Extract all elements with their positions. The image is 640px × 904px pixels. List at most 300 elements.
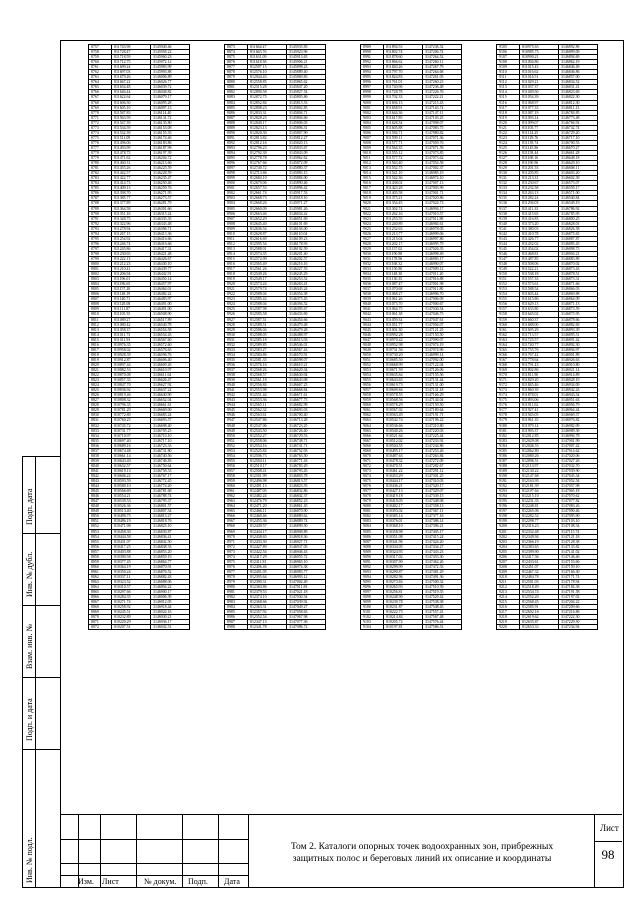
y-coordinate-cell: 3146832.86 bbox=[287, 489, 326, 494]
x-coordinate-cell: 812368.66 bbox=[248, 600, 287, 605]
y-coordinate-cell: 3146648.18 bbox=[559, 156, 598, 161]
y-coordinate-cell: 3147141.02 bbox=[559, 549, 598, 554]
y-coordinate-cell: 3147415.24 bbox=[423, 534, 462, 539]
point-number-cell: 9078 bbox=[361, 494, 384, 499]
point-number-cell: 9112 bbox=[497, 80, 520, 85]
y-coordinate-cell: 3147046.75 bbox=[423, 312, 462, 317]
y-coordinate-cell: 3146513.03 bbox=[287, 337, 326, 342]
y-coordinate-cell: 3147396.21 bbox=[423, 524, 462, 529]
point-number-cell: 9145 bbox=[497, 246, 520, 251]
point-number-cell: 8767 bbox=[89, 95, 112, 100]
point-number-cell: 8984 bbox=[225, 605, 248, 610]
point-number-cell: 9176 bbox=[497, 403, 520, 408]
x-coordinate-cell: 812506.73 bbox=[248, 453, 287, 458]
point-number-cell: 8914 bbox=[225, 251, 248, 256]
point-number-cell: 8950 bbox=[225, 433, 248, 438]
point-number-cell: 9095 bbox=[361, 579, 384, 584]
y-coordinate-cell: 3146573.07 bbox=[559, 181, 598, 186]
point-number-cell: 8891 bbox=[225, 135, 248, 140]
x-coordinate-cell: 810222.75 bbox=[384, 610, 423, 615]
x-coordinate-cell: 810566.69 bbox=[112, 489, 151, 494]
x-coordinate-cell: 812130.22 bbox=[520, 468, 559, 473]
y-coordinate-cell: 3146943.54 bbox=[559, 393, 598, 398]
point-number-cell: 8972 bbox=[225, 544, 248, 549]
x-coordinate-cell: 811860.39 bbox=[520, 388, 559, 393]
y-coordinate-cell: 3146109.23 bbox=[287, 236, 326, 241]
point-number-cell: 9163 bbox=[497, 337, 520, 342]
point-number-cell: 8804 bbox=[89, 282, 112, 287]
point-number-cell: 8938 bbox=[225, 373, 248, 378]
document-title-line-1: Том 2. Каталоги опорных точек водоохранных зон, прибрежных bbox=[290, 841, 554, 852]
x-coordinate-cell: 811213.31 bbox=[520, 176, 559, 181]
x-coordinate-cell: 812585.42 bbox=[248, 297, 287, 302]
y-coordinate-cell: 3147131.00 bbox=[423, 383, 462, 388]
point-number-cell: 8951 bbox=[225, 438, 248, 443]
point-number-cell: 8833 bbox=[89, 428, 112, 433]
x-coordinate-cell: 812588.04 bbox=[248, 302, 287, 307]
point-number-cell: 9050 bbox=[361, 352, 384, 357]
y-coordinate-cell: 3147095.90 bbox=[559, 514, 598, 519]
x-coordinate-cell: 812460.46 bbox=[248, 514, 287, 519]
point-number-cell: 8952 bbox=[225, 443, 248, 448]
point-number-cell: 9062 bbox=[361, 413, 384, 418]
x-coordinate-cell: 811377.89 bbox=[112, 201, 151, 206]
point-number-cell: 8770 bbox=[89, 110, 112, 115]
x-coordinate-cell: 811603.44 bbox=[520, 292, 559, 297]
y-coordinate-cell: 3146766.92 bbox=[559, 120, 598, 125]
header-doc-number: № докум. bbox=[144, 877, 177, 886]
point-number-cell: 9169 bbox=[497, 368, 520, 373]
y-coordinate-cell: 3147002.49 bbox=[287, 579, 326, 584]
y-coordinate-cell: 3146994.17 bbox=[423, 206, 462, 211]
point-number-cell: 9159 bbox=[497, 317, 520, 322]
x-coordinate-cell: 810643.65 bbox=[384, 378, 423, 383]
y-coordinate-cell: 3146375.45 bbox=[287, 297, 326, 302]
y-coordinate-cell: 3146888.06 bbox=[151, 579, 190, 584]
point-number-cell: 9110 bbox=[497, 70, 520, 75]
point-number-cell: 9198 bbox=[497, 514, 520, 519]
point-number-cell: 8974 bbox=[225, 554, 248, 559]
x-coordinate-cell: 812449.57 bbox=[248, 524, 287, 529]
point-number-cell: 8812 bbox=[89, 322, 112, 327]
point-number-cell: 9037 bbox=[361, 287, 384, 292]
x-coordinate-cell: 812553.36 bbox=[248, 398, 287, 403]
point-number-cell: 8763 bbox=[89, 75, 112, 80]
x-coordinate-cell: 812588.04 bbox=[248, 292, 287, 297]
x-coordinate-cell: 810239.78 bbox=[384, 600, 423, 605]
x-coordinate-cell: 810674.48 bbox=[112, 448, 151, 453]
point-number-cell: 8782 bbox=[89, 171, 112, 176]
x-coordinate-cell: 812181.39 bbox=[520, 484, 559, 489]
y-coordinate-cell: 3146876.52 bbox=[151, 569, 190, 574]
x-coordinate-cell: 810364.19 bbox=[112, 564, 151, 569]
y-coordinate-cell: 3146426.67 bbox=[151, 256, 190, 261]
point-number-cell: 9040 bbox=[361, 302, 384, 307]
x-coordinate-cell: 811487.85 bbox=[520, 256, 559, 261]
y-coordinate-cell: 3146852.23 bbox=[287, 499, 326, 504]
y-coordinate-cell: 3146985.19 bbox=[423, 171, 462, 176]
x-coordinate-cell: 812823.13 bbox=[248, 125, 287, 130]
point-number-cell: 9142 bbox=[497, 231, 520, 236]
x-coordinate-cell: 812595.54 bbox=[248, 241, 287, 246]
y-coordinate-cell: 3147074.19 bbox=[423, 342, 462, 347]
y-coordinate-cell: 3147244.86 bbox=[423, 443, 462, 448]
y-coordinate-cell: 3145804.71 bbox=[287, 110, 326, 115]
y-coordinate-cell: 3147166.30 bbox=[559, 569, 598, 574]
x-coordinate-cell: 810205.72 bbox=[384, 620, 423, 625]
x-coordinate-cell: 810671.59 bbox=[384, 368, 423, 373]
x-coordinate-cell: 812515.28 bbox=[248, 85, 287, 90]
point-number-cell: 9016 bbox=[361, 181, 384, 186]
point-number-cell: 9175 bbox=[497, 398, 520, 403]
x-coordinate-cell: 811422.77 bbox=[112, 176, 151, 181]
y-coordinate-cell: 3146801.57 bbox=[151, 504, 190, 509]
y-coordinate-cell: 3147030.54 bbox=[287, 595, 326, 600]
point-number-cell: 8769 bbox=[89, 105, 112, 110]
x-coordinate-cell: 810402.17 bbox=[384, 504, 423, 509]
x-coordinate-cell: 811438.02 bbox=[384, 181, 423, 186]
y-coordinate-cell: 3146800.25 bbox=[559, 216, 598, 221]
x-coordinate-cell: 812471.20 bbox=[248, 504, 287, 509]
x-coordinate-cell: 811222.13 bbox=[112, 256, 151, 261]
y-coordinate-cell: 3146416.66 bbox=[151, 236, 190, 241]
y-coordinate-cell: 3146995.79 bbox=[423, 241, 462, 246]
x-coordinate-cell: 812096.51 bbox=[520, 458, 559, 463]
y-coordinate-cell: 3146924.16 bbox=[151, 610, 190, 615]
x-coordinate-cell: 811697.03 bbox=[112, 70, 151, 75]
x-coordinate-cell: 810542.74 bbox=[384, 418, 423, 423]
point-number-cell: 8784 bbox=[89, 181, 112, 186]
point-number-cell: 8864 bbox=[89, 585, 112, 590]
y-coordinate-cell: 3146131.72 bbox=[151, 115, 190, 120]
y-coordinate-cell: 3147071.59 bbox=[423, 145, 462, 150]
point-number-cell: 8933 bbox=[225, 347, 248, 352]
y-coordinate-cell: 3146039.72 bbox=[151, 85, 190, 90]
y-coordinate-cell: 3146894.97 bbox=[559, 347, 598, 352]
x-coordinate-cell: 812451.07 bbox=[520, 564, 559, 569]
x-coordinate-cell: 812484.78 bbox=[520, 574, 559, 579]
y-coordinate-cell: 3145827.54 bbox=[287, 90, 326, 95]
y-coordinate-cell: 3146763.50 bbox=[287, 453, 326, 458]
point-number-cell: 8962 bbox=[225, 494, 248, 499]
coordinate-table-4 bbox=[496, 44, 598, 630]
y-coordinate-cell: 3146901.89 bbox=[559, 352, 598, 357]
point-number-cell: 9192 bbox=[497, 484, 520, 489]
x-coordinate-cell: 810256.81 bbox=[384, 590, 423, 595]
point-number-cell: 8881 bbox=[225, 85, 248, 90]
y-coordinate-cell: 3146900.17 bbox=[151, 590, 190, 595]
y-coordinate-cell: 3146095.28 bbox=[151, 100, 190, 105]
x-coordinate-cell: 812628.87 bbox=[248, 231, 287, 236]
point-number-cell: 8892 bbox=[225, 140, 248, 145]
y-coordinate-cell: 3145940.46 bbox=[151, 45, 190, 50]
point-number-cell: 8802 bbox=[89, 272, 112, 277]
coordinate-catalogue bbox=[88, 44, 616, 760]
x-coordinate-cell: 810376.01 bbox=[384, 519, 423, 524]
x-coordinate-cell: 810697.40 bbox=[112, 438, 151, 443]
y-coordinate-cell: 3146354.38 bbox=[287, 292, 326, 297]
x-coordinate-cell: 812587.51 bbox=[248, 317, 287, 322]
point-number-cell: 8791 bbox=[89, 216, 112, 221]
x-coordinate-cell: 812657.53 bbox=[248, 186, 287, 191]
point-number-cell: 8871 bbox=[89, 620, 112, 625]
y-coordinate-cell: 3147071.36 bbox=[423, 135, 462, 140]
y-coordinate-cell: 3146174.46 bbox=[151, 135, 190, 140]
y-coordinate-cell: 3147133.82 bbox=[559, 544, 598, 549]
x-coordinate-cell: 810731.56 bbox=[384, 347, 423, 352]
y-coordinate-cell: 3146758.53 bbox=[151, 468, 190, 473]
y-coordinate-cell: 3146301.66 bbox=[151, 206, 190, 211]
point-number-cell: 8825 bbox=[89, 388, 112, 393]
x-coordinate-cell: 811089.27 bbox=[112, 317, 151, 322]
y-coordinate-cell: 3146978.05 bbox=[423, 226, 462, 231]
x-coordinate-cell: 812501.99 bbox=[248, 473, 287, 478]
y-coordinate-cell: 3147011.80 bbox=[423, 287, 462, 292]
y-coordinate-cell: 3147002.37 bbox=[423, 166, 462, 171]
point-number-cell: 8982 bbox=[225, 595, 248, 600]
x-coordinate-cell: 811712.75 bbox=[112, 60, 151, 65]
x-coordinate-cell: 811011.93 bbox=[112, 337, 151, 342]
point-number-cell: 9218 bbox=[497, 615, 520, 620]
point-number-cell: 9044 bbox=[361, 322, 384, 327]
x-coordinate-cell: 811130.35 bbox=[384, 277, 423, 282]
y-coordinate-cell: 3147010.57 bbox=[423, 211, 462, 216]
point-number-cell: 8928 bbox=[225, 322, 248, 327]
y-coordinate-cell: 3146470.48 bbox=[287, 322, 326, 327]
y-coordinate-cell: 3147226.76 bbox=[423, 90, 462, 95]
y-coordinate-cell: 3147103.10 bbox=[559, 519, 598, 524]
point-number-cell: 8781 bbox=[89, 166, 112, 171]
point-number-cell: 9213 bbox=[497, 590, 520, 595]
point-number-cell: 9170 bbox=[497, 373, 520, 378]
x-coordinate-cell: 811468.81 bbox=[520, 251, 559, 256]
y-coordinate-cell: 3146871.13 bbox=[559, 302, 598, 307]
x-coordinate-cell: 811791.43 bbox=[520, 362, 559, 367]
point-number-cell: 8848 bbox=[89, 504, 112, 509]
y-coordinate-cell: 3145812.27 bbox=[287, 135, 326, 140]
x-coordinate-cell: 812411.81 bbox=[248, 559, 287, 564]
point-number-cell: 8902 bbox=[225, 191, 248, 196]
y-coordinate-cell: 3147236.32 bbox=[423, 45, 462, 50]
x-coordinate-cell: 810245.51 bbox=[112, 610, 151, 615]
y-coordinate-cell: 3147039.90 bbox=[559, 468, 598, 473]
x-coordinate-cell: 811584.71 bbox=[384, 130, 423, 135]
point-number-cell: 8966 bbox=[225, 514, 248, 519]
x-coordinate-cell: 810578.55 bbox=[384, 393, 423, 398]
x-coordinate-cell: 810248.90 bbox=[384, 595, 423, 600]
point-number-cell: 9018 bbox=[361, 191, 384, 196]
x-coordinate-cell: 812813.82 bbox=[248, 135, 287, 140]
point-number-cell: 9068 bbox=[361, 443, 384, 448]
point-number-cell: 8827 bbox=[89, 398, 112, 403]
point-number-cell: 9205 bbox=[497, 549, 520, 554]
x-coordinate-cell: 811364.58 bbox=[112, 206, 151, 211]
title-block bbox=[60, 814, 622, 887]
y-coordinate-cell: 3147329.07 bbox=[423, 489, 462, 494]
y-coordinate-cell: 3146668.84 bbox=[287, 388, 326, 393]
point-number-cell: 9194 bbox=[497, 494, 520, 499]
y-coordinate-cell: 3146606.40 bbox=[151, 357, 190, 362]
point-number-cell: 9139 bbox=[497, 216, 520, 221]
y-coordinate-cell: 3147159.50 bbox=[423, 403, 462, 408]
y-coordinate-cell: 3146910.80 bbox=[559, 362, 598, 367]
y-coordinate-cell: 3147178.94 bbox=[559, 579, 598, 584]
point-number-cell: 9059 bbox=[361, 398, 384, 403]
x-coordinate-cell: 811845.46 bbox=[520, 383, 559, 388]
y-coordinate-cell: 3146110.04 bbox=[287, 231, 326, 236]
point-number-cell: 9215 bbox=[497, 600, 520, 605]
x-coordinate-cell: 810478.32 bbox=[384, 458, 423, 463]
y-coordinate-cell: 3146741.71 bbox=[287, 443, 326, 448]
y-coordinate-cell: 3146710.10 bbox=[151, 433, 190, 438]
point-number-cell: 9116 bbox=[497, 100, 520, 105]
x-coordinate-cell: 812574.35 bbox=[248, 251, 287, 256]
y-coordinate-cell: 3147024.73 bbox=[423, 201, 462, 206]
y-coordinate-cell: 3146396.71 bbox=[151, 226, 190, 231]
y-coordinate-cell: 3146439.77 bbox=[151, 267, 190, 272]
y-coordinate-cell: 3146885.45 bbox=[559, 241, 598, 246]
point-number-cell: 8920 bbox=[225, 282, 248, 287]
point-number-cell: 8998 bbox=[361, 90, 384, 95]
x-coordinate-cell: 812585.91 bbox=[520, 605, 559, 610]
point-number-cell: 9151 bbox=[497, 277, 520, 282]
point-number-cell: 9027 bbox=[361, 236, 384, 241]
x-coordinate-cell: 811215.04 bbox=[384, 236, 423, 241]
x-coordinate-cell: 811077.33 bbox=[520, 105, 559, 110]
point-number-cell: 8903 bbox=[225, 196, 248, 201]
y-coordinate-cell: 3146866.03 bbox=[559, 287, 598, 292]
coordinate-table-1 bbox=[88, 44, 190, 630]
x-coordinate-cell: 812504.11 bbox=[248, 458, 287, 463]
y-coordinate-cell: 3146846.49 bbox=[559, 65, 598, 70]
x-coordinate-cell: 812455.36 bbox=[248, 519, 287, 524]
point-number-cell: 9093 bbox=[361, 569, 384, 574]
x-coordinate-cell: 811148.19 bbox=[112, 292, 151, 297]
y-coordinate-cell: 3147057.98 bbox=[559, 484, 598, 489]
point-number-cell: 9072 bbox=[361, 463, 384, 468]
point-number-cell: 8977 bbox=[225, 569, 248, 574]
y-coordinate-cell: 3146554.58 bbox=[151, 327, 190, 332]
point-number-cell: 9148 bbox=[497, 262, 520, 267]
y-coordinate-cell: 3146788.74 bbox=[151, 494, 190, 499]
y-coordinate-cell: 3146343.24 bbox=[287, 287, 326, 292]
y-coordinate-cell: 3146546.01 bbox=[287, 342, 326, 347]
x-coordinate-cell: 810568.56 bbox=[384, 398, 423, 403]
y-coordinate-cell: 3145971.27 bbox=[287, 201, 326, 206]
y-coordinate-cell: 3145983.99 bbox=[151, 65, 190, 70]
point-number-cell: 8853 bbox=[89, 529, 112, 534]
point-number-cell: 8918 bbox=[225, 272, 248, 277]
x-coordinate-cell: 810745.72 bbox=[112, 423, 151, 428]
x-coordinate-cell: 810470.51 bbox=[384, 463, 423, 468]
x-coordinate-cell: 812401.05 bbox=[248, 569, 287, 574]
x-coordinate-cell: 811547.39 bbox=[112, 120, 151, 125]
y-coordinate-cell: 3146683.24 bbox=[151, 413, 190, 418]
y-coordinate-cell: 3147529.42 bbox=[423, 595, 462, 600]
point-number-cell: 8899 bbox=[225, 176, 248, 181]
x-coordinate-cell: 810323.52 bbox=[112, 579, 151, 584]
point-number-cell: 9042 bbox=[361, 312, 384, 317]
x-coordinate-cell: 812316.23 bbox=[520, 524, 559, 529]
y-coordinate-cell: 3145807.90 bbox=[287, 130, 326, 135]
x-coordinate-cell: 811628.34 bbox=[384, 120, 423, 125]
x-coordinate-cell: 810471.98 bbox=[112, 524, 151, 529]
point-number-cell: 9071 bbox=[361, 458, 384, 463]
point-number-cell: 8808 bbox=[89, 302, 112, 307]
point-number-cell: 9089 bbox=[361, 549, 384, 554]
y-coordinate-cell: 3147260.11 bbox=[423, 60, 462, 65]
y-coordinate-cell: 3146927.71 bbox=[287, 539, 326, 544]
y-coordinate-cell: 3146178.93 bbox=[287, 241, 326, 246]
point-number-cell: 9202 bbox=[497, 534, 520, 539]
x-coordinate-cell: 811552.75 bbox=[384, 166, 423, 171]
point-number-cell: 8818 bbox=[89, 352, 112, 357]
x-coordinate-cell: 810310.57 bbox=[112, 585, 151, 590]
point-number-cell: 9070 bbox=[361, 453, 384, 458]
y-coordinate-cell: 3146956.79 bbox=[559, 403, 598, 408]
point-number-cell: 8991 bbox=[361, 55, 384, 60]
y-coordinate-cell: 3145865.62 bbox=[287, 80, 326, 85]
point-number-cell: 9103 bbox=[361, 620, 384, 625]
x-coordinate-cell: 810897.44 bbox=[112, 362, 151, 367]
point-number-cell: 9177 bbox=[497, 408, 520, 413]
point-number-cell: 9212 bbox=[497, 585, 520, 590]
point-number-cell: 9003 bbox=[361, 115, 384, 120]
y-coordinate-cell: 3147014.62 bbox=[559, 448, 598, 453]
y-coordinate-cell: 3146997.86 bbox=[423, 236, 462, 241]
x-coordinate-cell: 810410.05 bbox=[384, 499, 423, 504]
y-coordinate-cell: 3146006.89 bbox=[151, 75, 190, 80]
y-coordinate-cell: 3146540.78 bbox=[151, 322, 190, 327]
y-coordinate-cell: 3146871.66 bbox=[559, 282, 598, 287]
x-coordinate-cell: 811051.77 bbox=[384, 322, 423, 327]
point-number-cell: 8929 bbox=[225, 327, 248, 332]
point-number-cell: 8916 bbox=[225, 262, 248, 267]
x-coordinate-cell: 811212.23 bbox=[112, 262, 151, 267]
y-coordinate-cell: 3146235.47 bbox=[151, 176, 190, 181]
y-coordinate-cell: 3146859.19 bbox=[151, 554, 190, 559]
x-coordinate-cell: 811246.74 bbox=[112, 241, 151, 246]
x-coordinate-cell: 810635.64 bbox=[384, 373, 423, 378]
y-coordinate-cell: 3146483.97 bbox=[151, 297, 190, 302]
point-number-cell: 8994 bbox=[361, 70, 384, 75]
y-coordinate-cell: 3146982.09 bbox=[559, 423, 598, 428]
point-number-cell: 8773 bbox=[89, 125, 112, 130]
point-number-cell: 9077 bbox=[361, 489, 384, 494]
y-coordinate-cell: 3147424.20 bbox=[423, 539, 462, 544]
y-coordinate-cell: 3146912.05 bbox=[151, 600, 190, 605]
y-coordinate-cell: 3146213.66 bbox=[151, 161, 190, 166]
point-number-cell: 9181 bbox=[497, 428, 520, 433]
point-number-cell: 8878 bbox=[225, 70, 248, 75]
x-coordinate-cell: 811493.99 bbox=[112, 145, 151, 150]
y-coordinate-cell: 3147056.07 bbox=[423, 322, 462, 327]
x-coordinate-cell: 811016.51 bbox=[520, 75, 559, 80]
point-number-cell: 8831 bbox=[89, 418, 112, 423]
coordinate-table-2 bbox=[224, 44, 326, 630]
point-number-cell: 9199 bbox=[497, 519, 520, 524]
y-coordinate-cell: 3146596.76 bbox=[151, 352, 190, 357]
x-coordinate-cell: 812553.98 bbox=[248, 388, 287, 393]
x-coordinate-cell: 812383.65 bbox=[520, 544, 559, 549]
x-coordinate-cell: 810985.75 bbox=[520, 50, 559, 55]
x-coordinate-cell: 811824.83 bbox=[384, 75, 423, 80]
point-number-cell: 9054 bbox=[361, 373, 384, 378]
x-coordinate-cell: 812636.54 bbox=[248, 226, 287, 231]
y-coordinate-cell: 3147264.68 bbox=[423, 70, 462, 75]
x-coordinate-cell: 811001.30 bbox=[384, 327, 423, 332]
y-coordinate-cell: 3146609.26 bbox=[151, 362, 190, 367]
